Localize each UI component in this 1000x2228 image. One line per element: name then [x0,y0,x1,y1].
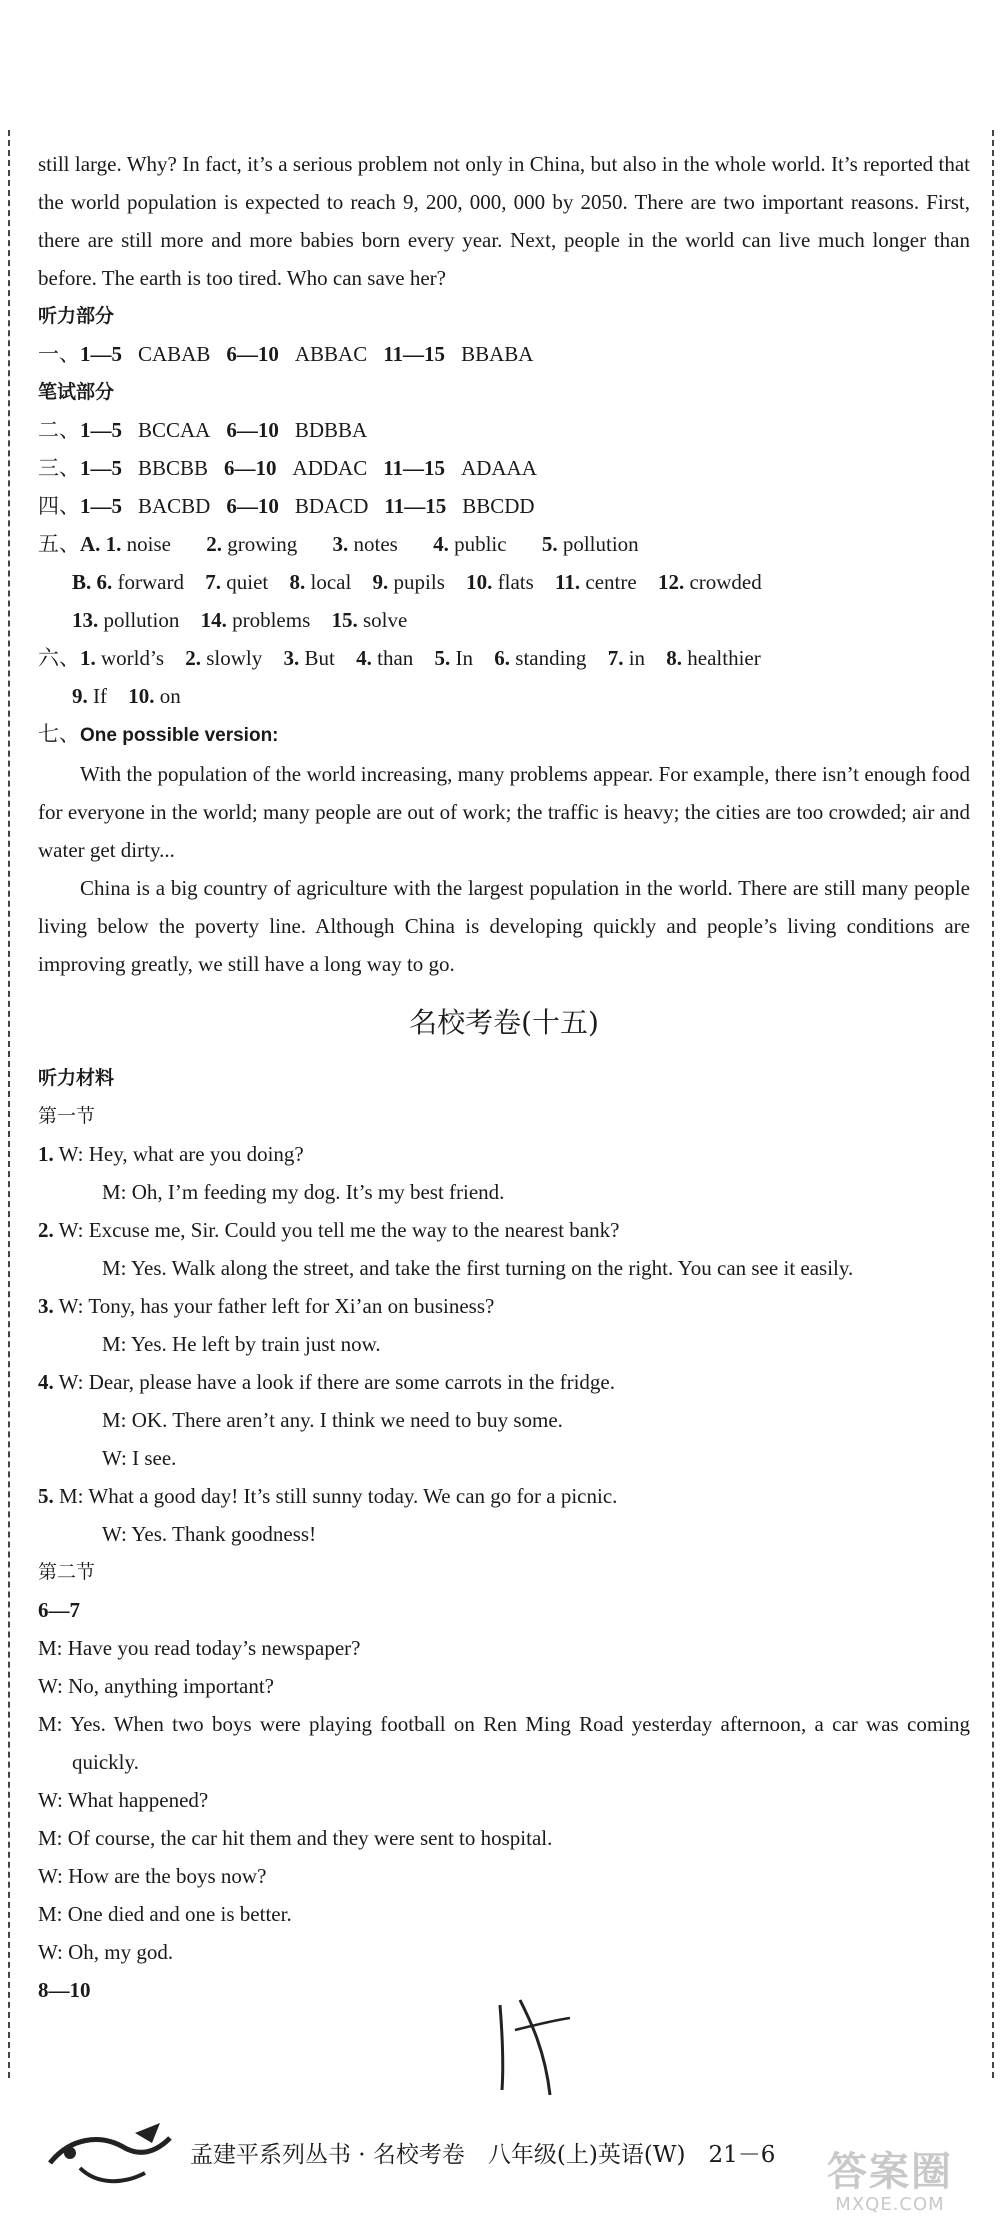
answers-section-5b-continued: 13. pollution 14. problems 15. solve [72,608,408,632]
answers-section-3: 三、1—5 BBCBB 6—10 ADDAC 11—15 ADAAA [38,456,537,480]
exam-title: 名校考卷(十五) [409,1006,599,1039]
dialog-1-w: 1. W: Hey, what are you doing? [38,1142,304,1166]
conversation-line: M: Of course, the car hit them and they were sent to hospital. [38,1826,553,1850]
binding-cut-line-left [8,130,10,2078]
section-2-heading: 第二节 [38,1561,96,1583]
dialog-1-m: M: Oh, I’m feeding my dog. It’s my best friend. [102,1180,505,1204]
bird-logo-icon [40,2108,180,2198]
dialog-5-m: 5. M: What a good day! It’s still sunny today. We can go for a picnic. [38,1484,618,1508]
conversation-line: M: One died and one is better. [38,1902,292,1926]
answer-page [38,145,970,2009]
essay-tail: still large. Why? In fact, it’s a serious problem not only in China, but also in the whole world. It’s reported that the world population is expected to reach 9, 200, 000, 000 by 2050. There are two important reasons. First, there are still more and more babies born every year. Next, people in the world can live much longer than before. The earth is too tired. Who can save her? [38,152,970,290]
dialog-3-w: 3. W: Tony, has your father left for Xi’an on business? [38,1294,495,1318]
dialog-2-m: M: Yes. Walk along the street, and take the first turning on the right. You can see it easily. [102,1256,854,1280]
answers-section-5a: 五、A. 1. noise 2. growing 3. notes 4. public 5. pollution [38,532,639,556]
answers-section-6-continued: 9. If 10. on [72,684,181,708]
site-watermark: 答案圈 MXQE.COM [827,2149,953,2215]
answers-section-5b: B. 6. forward 7. quiet 8. local 9. pupils 10. flats 11. centre 12. crowded [72,570,762,594]
answers-section-6: 六、1. world’s 2. slowly 3. But 4. than 5. In 6. standing 7. in 8. healthier [38,646,761,670]
answers-section-1: 一、1—5 CABAB 6—10 ABBAC 11—15 BBABA [38,342,534,366]
dialog-4-m: M: OK. There aren’t any. I think we need to buy some. [102,1408,563,1432]
written-heading: 笔试部分 [38,381,115,403]
conversation-line: W: How are the boys now? [38,1864,267,1888]
conversation-line: W: Oh, my god. [38,1940,174,1964]
answers-section-4: 四、1—5 BACBD 6—10 BDACD 11—15 BBCDD [38,494,535,518]
dialog-3-m: M: Yes. He left by train just now. [102,1332,381,1356]
dialog-4-w2: W: I see. [102,1446,177,1470]
conversation-line: W: No, anything important? [38,1674,275,1698]
footer-series-info: 孟建平系列丛书 · 名校考卷 八年级(上)英语(W) 21－6 [190,2142,776,2168]
section-1-heading: 第一节 [38,1105,96,1127]
dialog-4-w: 4. W: Dear, please have a look if there are some carrots in the fridge. [38,1370,616,1394]
listening-material-heading: 听力材料 [38,1067,115,1089]
handwritten-mark [490,1990,580,2100]
range-6-7: 6—7 [38,1598,80,1622]
answers-section-7-heading: 七、One possible version: [38,722,279,746]
dialog-2-w: 2. W: Excuse me, Sir. Could you tell me the way to the nearest bank? [38,1218,620,1242]
dialog-5-w: W: Yes. Thank goodness! [102,1522,317,1546]
sample-version-paragraph-2: China is a big country of agriculture with the largest population in the world. There are still many people living below the poverty line. Although China is developing quickly and people’s living conditions are improving greatly, we still have a long way to go. [38,876,970,976]
answers-section-2: 二、1—5 BCCAA 6—10 BDBBA [38,418,368,442]
conversation-line: M: Have you read today’s newspaper? [38,1636,361,1660]
listening-heading: 听力部分 [38,305,115,327]
range-8-10: 8—10 [38,1978,91,2002]
sample-version-paragraph-1: With the population of the world increasing, many problems appear. For example, there isn’t enough food for everyone in the world; many people are out of work; the traffic is heavy; the cities are too crowded; air and water get dirty... [38,762,970,862]
conversation-line: W: What happened? [38,1788,209,1812]
binding-cut-line-right [992,130,994,2078]
conversation-line: M: Yes. When two boys were playing football on Ren Ming Road yesterday afternoon, a car was coming quickly. [38,1712,970,1774]
